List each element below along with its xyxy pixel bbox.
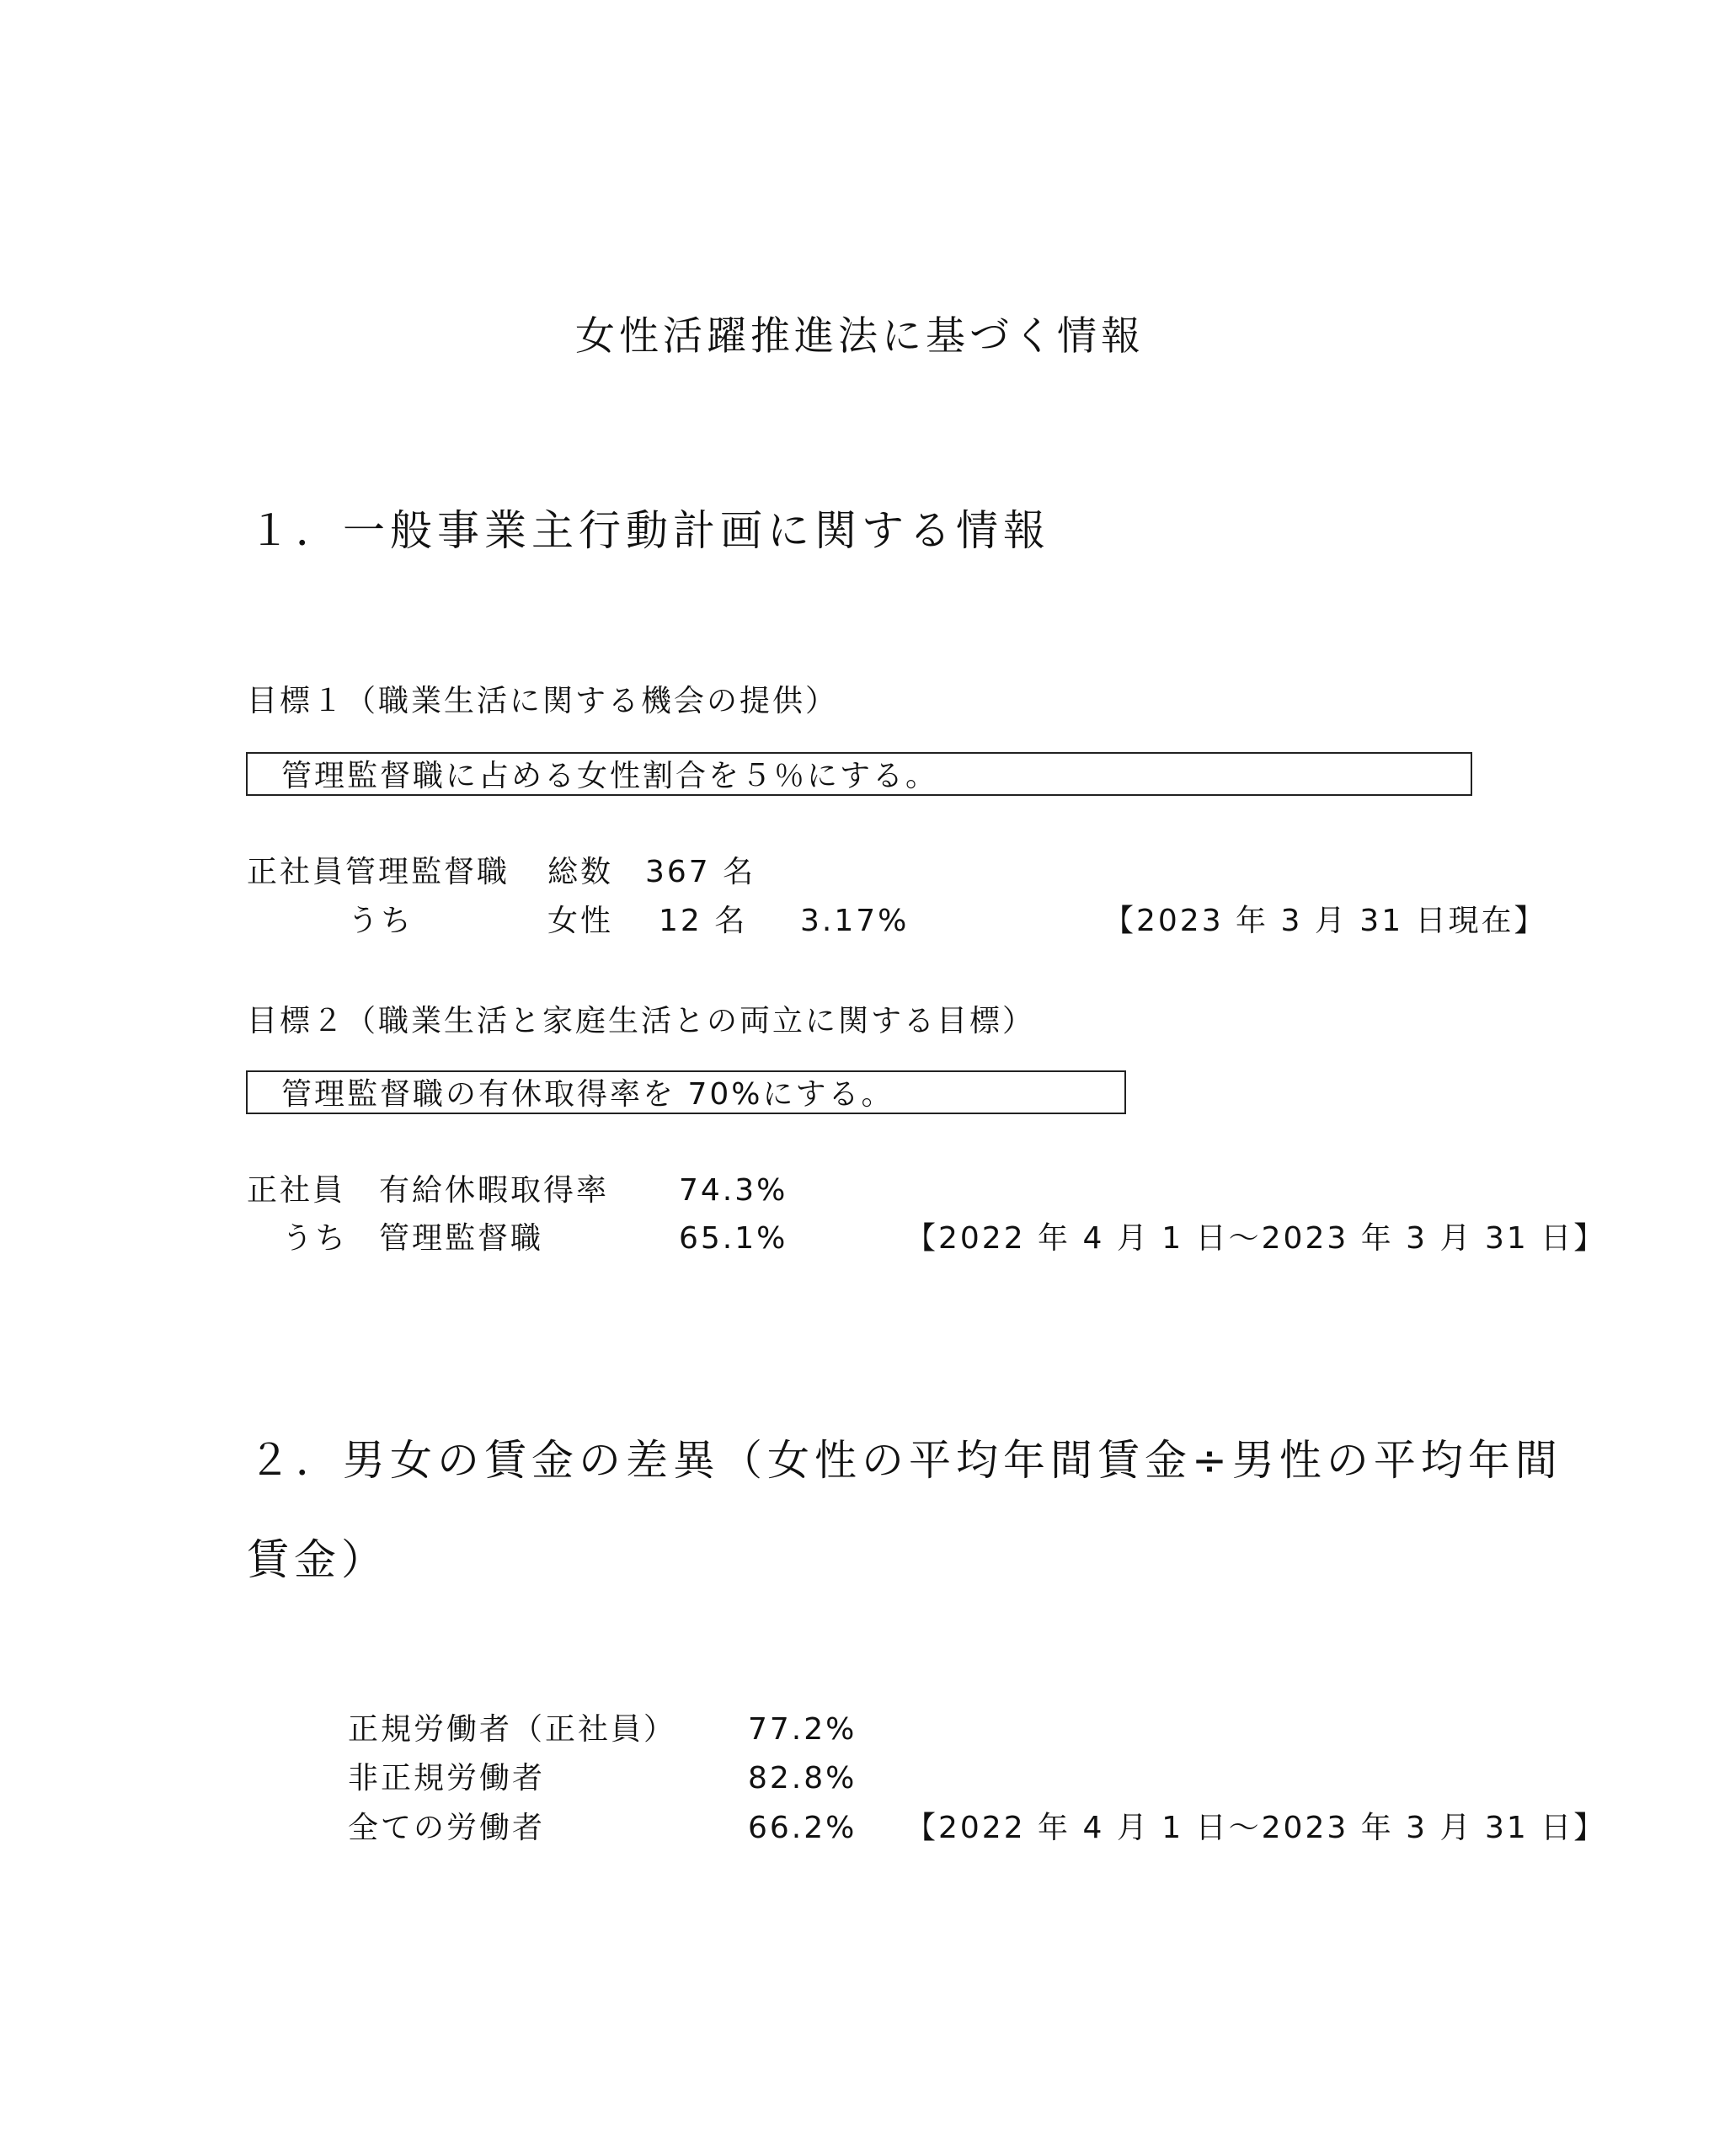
goal-1-row2-key: 女性 [547, 904, 614, 938]
goal-1-row2-label: うち [348, 904, 414, 938]
goal-1-row1-value: 367 名 [645, 855, 756, 889]
goal-1-row1-key: 総数 [547, 855, 614, 889]
goal-2-period: 【2022 年 4 月 1 日～2023 年 3 月 31 日】 [905, 1221, 1607, 1256]
goal-2-target-text: 管理監督職の有休取得率を 70%にする。 [281, 1077, 894, 1112]
section-2-heading-line2: 賃金） [247, 1535, 388, 1584]
goal-2-row1-value: 74.3% [679, 1173, 788, 1208]
goal-1-target-text: 管理監督職に占める女性割合を５％にする。 [281, 759, 939, 793]
wage-gap-row-value: 66.2% [748, 1811, 857, 1845]
goal-2-target-box [246, 1070, 1126, 1114]
goal-2-row1-key: 有給休暇取得率 [379, 1173, 610, 1208]
goal-1-label: 目標１（職業生活に関する機会の提供） [247, 684, 839, 718]
wage-gap-period: 【2022 年 4 月 1 日～2023 年 3 月 31 日】 [905, 1811, 1607, 1845]
section-2-heading-line1: ２．男女の賃金の差異（女性の平均年間賃金÷男性の平均年間 [248, 1436, 1562, 1485]
goal-1-as-of-date: 【2023 年 3 月 31 日現在】 [1103, 904, 1547, 938]
goal-1-row2-ratio: 3.17% [800, 904, 910, 938]
goal-2-label: 目標２（職業生活と家庭生活との両立に関する目標） [247, 1004, 1036, 1038]
goal-2-row2-key: 管理監督職 [379, 1221, 544, 1256]
goal-1-row1-label: 正社員管理監督職 [247, 855, 510, 889]
section-1-heading: １．一般事業主行動計画に関する情報 [248, 506, 1050, 555]
goal-1-target-box [246, 752, 1472, 796]
goal-2-row2-label: うち [282, 1221, 349, 1256]
wage-gap-row-label: 全ての労働者 [348, 1811, 546, 1845]
goal-1-row2-value: 12 名 [659, 904, 748, 938]
goal-2-row2-value: 65.1% [679, 1221, 788, 1256]
goal-2-row1-label: 正社員 [247, 1173, 346, 1208]
wage-gap-row-value: 77.2% [748, 1712, 857, 1747]
wage-gap-row-label: 正規労働者（正社員） [348, 1712, 677, 1747]
wage-gap-row-label: 非正規労働者 [348, 1761, 546, 1796]
wage-gap-row-value: 82.8% [748, 1761, 857, 1796]
page-title: 女性活躍推進法に基づく情報 [575, 313, 1145, 360]
